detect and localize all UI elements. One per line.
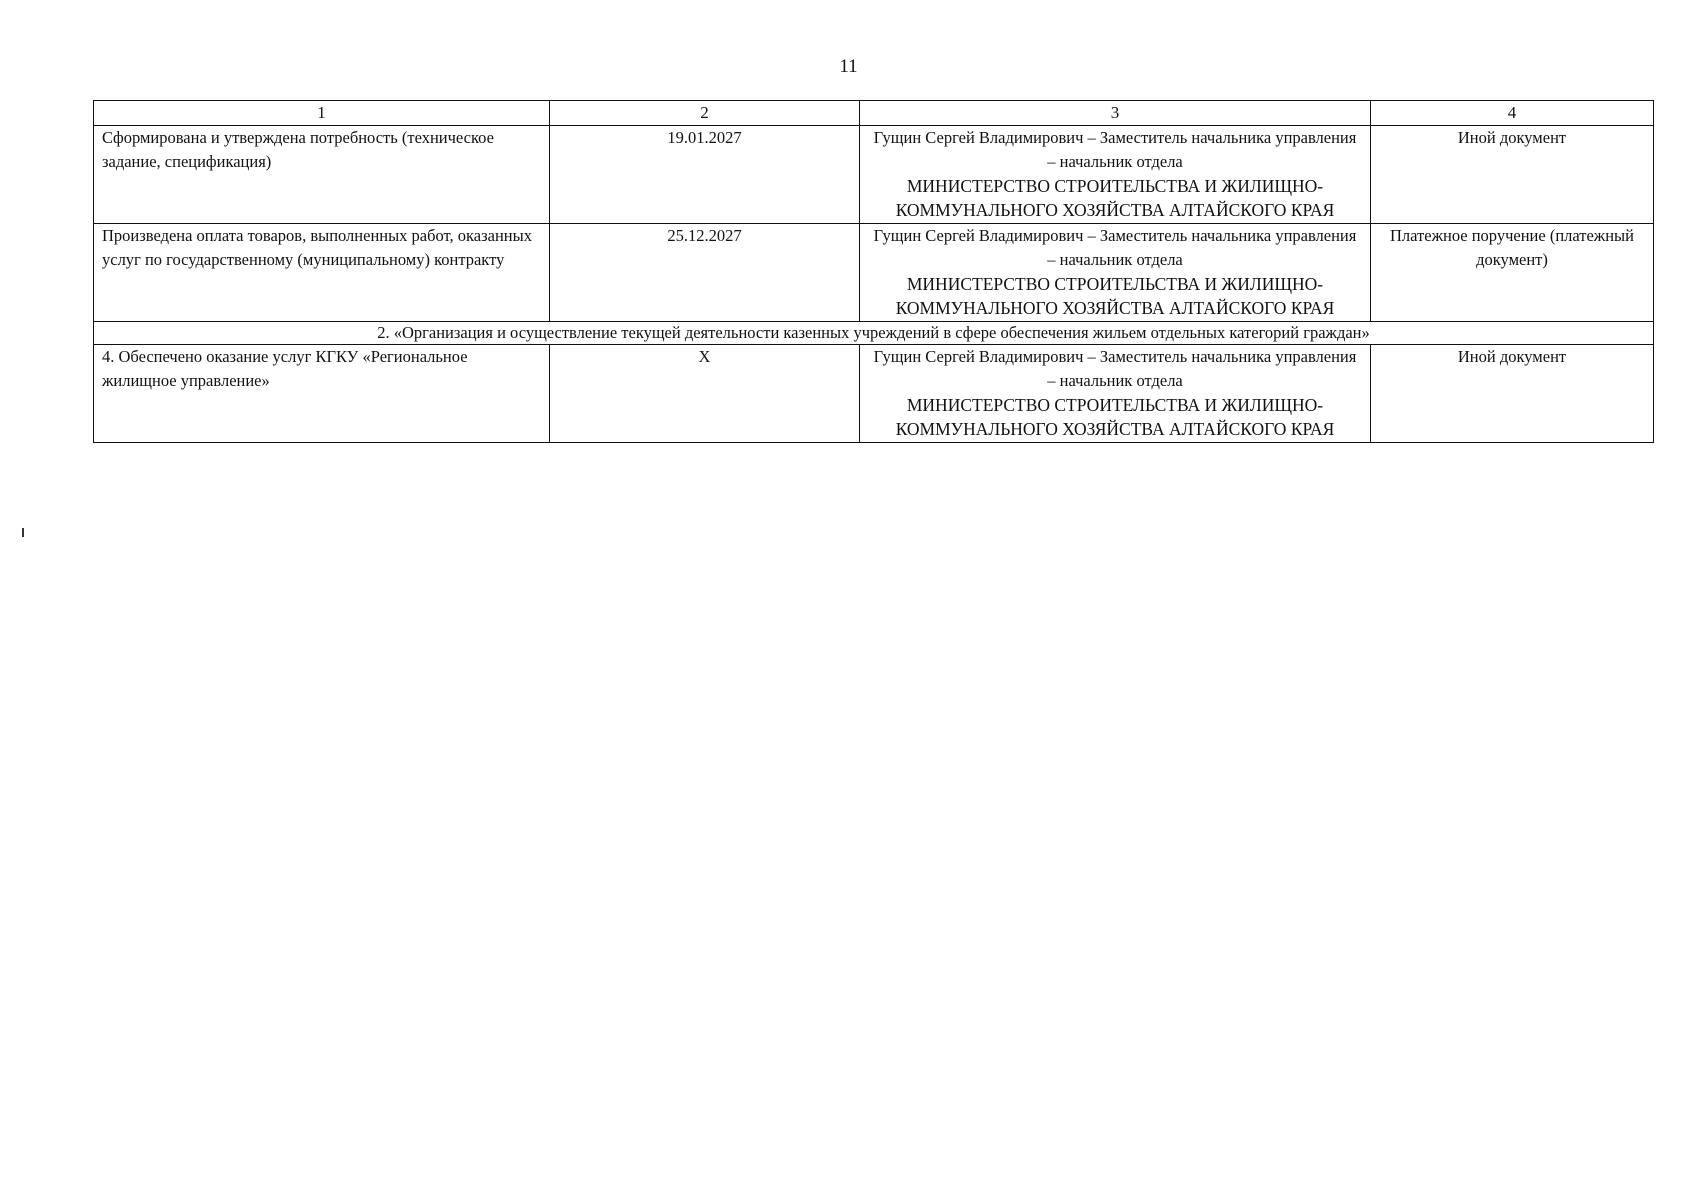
responsible-person: Гущин Сергей Владимирович – Заместитель начальника управления – начальник отдела xyxy=(873,128,1357,171)
responsible-organization: МИНИСТЕРСТВО СТРОИТЕЛЬСТВА И ЖИЛИЩНО-КОММУНАЛЬНОГО ХОЗЯЙСТВА АЛТАЙСКОГО КРАЯ xyxy=(895,395,1335,439)
date-cell: 25.12.2027 xyxy=(550,224,860,322)
date-cell: X xyxy=(550,345,860,443)
event-cell: Сформирована и утверждена потребность (техническое задание, спецификация) xyxy=(94,126,550,224)
page-number: 11 xyxy=(839,56,858,77)
column-header-4: 4 xyxy=(1371,101,1654,126)
event-cell: 4. Обеспечено оказание услуг КГКУ «Региональное жилищное управление» xyxy=(94,345,550,443)
responsible-cell xyxy=(860,126,1371,224)
responsible-cell xyxy=(860,345,1371,443)
responsible-organization: МИНИСТЕРСТВО СТРОИТЕЛЬСТВА И ЖИЛИЩНО-КОММУНАЛЬНОГО ХОЗЯЙСТВА АЛТАЙСКОГО КРАЯ xyxy=(895,274,1335,318)
document-type-cell: Платежное поручение (платежный документ) xyxy=(1371,224,1654,322)
section-heading-row xyxy=(94,322,1654,345)
table-header-row xyxy=(94,101,1654,126)
scan-artifact xyxy=(22,528,24,537)
responsible-person: Гущин Сергей Владимирович – Заместитель начальника управления – начальник отдела xyxy=(873,347,1357,390)
column-header-1: 1 xyxy=(94,101,550,126)
plan-table xyxy=(93,100,1654,443)
responsible-person: Гущин Сергей Владимирович – Заместитель начальника управления – начальник отдела xyxy=(873,226,1357,269)
responsible-organization: МИНИСТЕРСТВО СТРОИТЕЛЬСТВА И ЖИЛИЩНО-КОММУНАЛЬНОГО ХОЗЯЙСТВА АЛТАЙСКОГО КРАЯ xyxy=(895,176,1335,220)
date-cell: 19.01.2027 xyxy=(550,126,860,224)
table-row xyxy=(94,224,1654,322)
column-header-3: 3 xyxy=(860,101,1371,126)
table-row xyxy=(94,345,1654,443)
document-type-cell: Иной документ xyxy=(1371,126,1654,224)
table-row xyxy=(94,126,1654,224)
column-header-2: 2 xyxy=(550,101,860,126)
responsible-cell xyxy=(860,224,1371,322)
section-title: 2. «Организация и осуществление текущей деятельности казенных учреждений в сфере обеспечения жильем отдельных категорий граждан» xyxy=(94,322,1654,345)
document-type-cell: Иной документ xyxy=(1371,345,1654,443)
event-cell: Произведена оплата товаров, выполненных работ, оказанных услуг по государственному (муниципальному) контракту xyxy=(94,224,550,322)
